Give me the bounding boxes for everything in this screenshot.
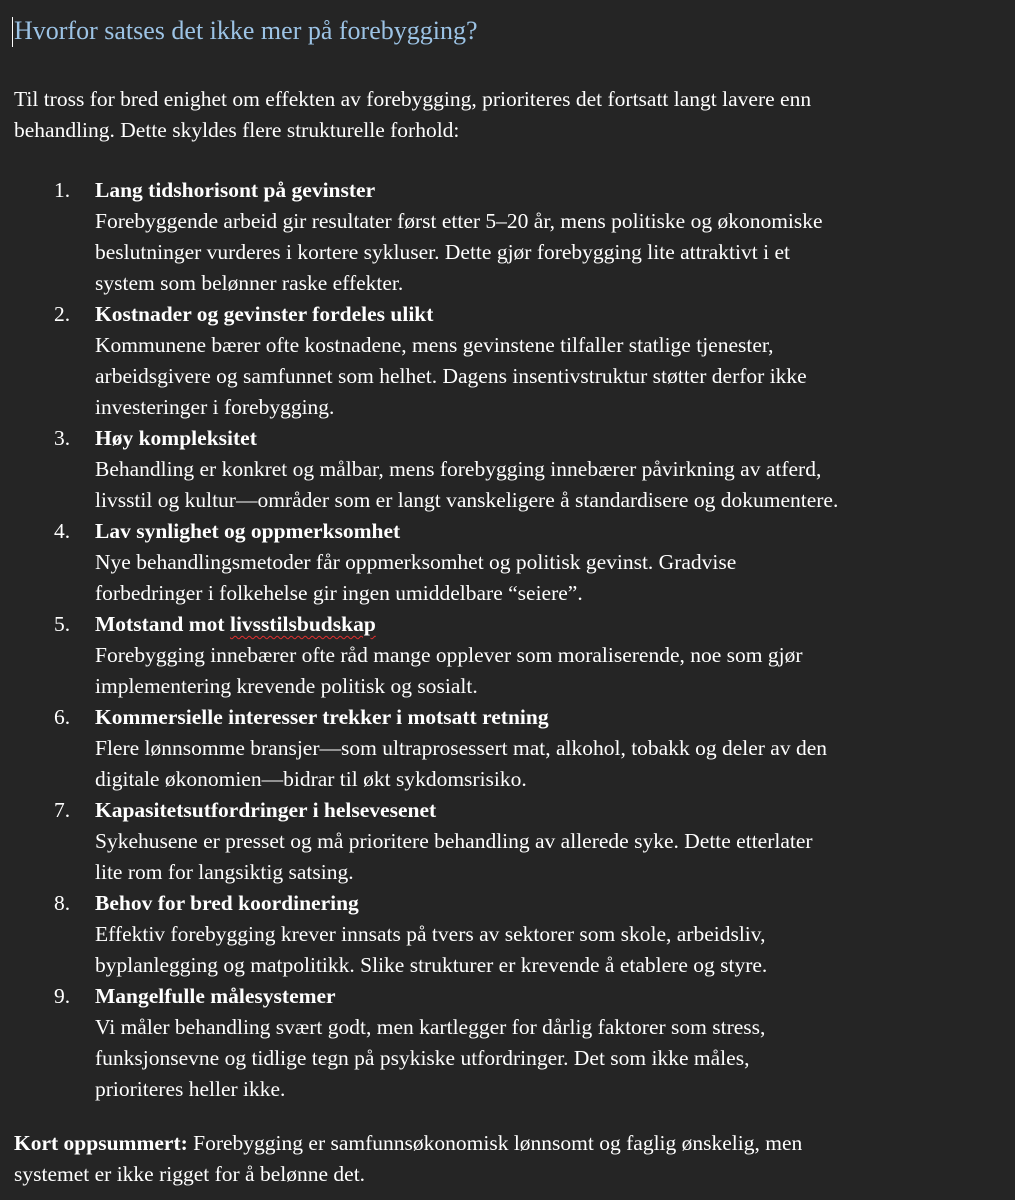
list-item (0, 175, 1015, 299)
item-text-line: byplanlegging og matpolitikk. Slike strukturer er krevende å etablere og styre. (95, 953, 768, 977)
page-title: Hvorfor satses det ikke mer på forebygging? (14, 16, 478, 45)
intro-line: Til tross for bred enighet om effekten av forebygging, prioriteres det fortsatt langt lavere enn (14, 87, 812, 111)
item-title: Kostnader og gevinster fordeles ulikt (95, 302, 434, 326)
list-item (0, 609, 1015, 702)
item-number: 1. (54, 178, 71, 202)
reasons-list (0, 175, 1015, 1105)
item-text-line: Sykehusene er presset og må prioritere behandling av allerede syke. Dette etterlater (95, 829, 813, 853)
text-cursor (12, 17, 13, 47)
item-number: 7. (54, 798, 71, 822)
list-item (0, 795, 1015, 888)
item-text-line: funksjonsevne og tidlige tegn på psykiske utfordringer. Det som ikke måles, (95, 1046, 750, 1070)
item-title (95, 609, 1015, 640)
item-text-line: system som belønner raske effekter. (95, 271, 404, 295)
item-text-line: beslutninger vurderes i kortere sykluser. Dette gjør forebygging lite attraktivt i et (95, 240, 790, 264)
list-item (0, 888, 1015, 981)
item-text-line: Nye behandlingsmetoder får oppmerksomhet og politisk gevinst. Gradvise (95, 550, 737, 574)
item-number: 4. (54, 519, 71, 543)
intro-paragraph (14, 84, 1014, 146)
item-title: Kommersielle interesser trekker i motsatt retning (95, 705, 549, 729)
summary-paragraph (14, 1128, 1014, 1190)
item-text-line: lite rom for langsiktig satsing. (95, 860, 354, 884)
item-title: Lang tidshorisont på gevinster (95, 178, 376, 202)
item-text-line: Flere lønnsomme bransjer—som ultraprosessert mat, alkohol, tobakk og deler av den (95, 736, 828, 760)
spellcheck-flagged-word[interactable]: livsstilsbudskap (229, 612, 376, 636)
item-text-line: Behandling er konkret og målbar, mens forebygging innebærer påvirkning av atferd, (95, 457, 822, 481)
item-text-line: Kommunene bærer ofte kostnadene, mens gevinstene tilfaller statlige tjenester, (95, 333, 774, 357)
item-text-line: investeringer i forebygging. (95, 395, 335, 419)
item-text-line: Forebygging innebærer ofte råd mange opplever som moraliserende, noe som gjør (95, 643, 803, 667)
item-text-line: implementering krevende politisk og sosialt. (95, 674, 478, 698)
item-text-line: prioriteres heller ikke. (95, 1077, 286, 1101)
list-item (0, 516, 1015, 609)
list-item (0, 299, 1015, 423)
item-number: 5. (54, 612, 71, 636)
summary-text: systemet er ikke rigget for å belønne det. (14, 1162, 366, 1186)
list-item (0, 981, 1015, 1105)
item-text-line: arbeidsgivere og samfunnet som helhet. Dagens insentivstruktur støtter derfor ikke (95, 364, 807, 388)
item-number: 9. (54, 984, 71, 1008)
item-number: 8. (54, 891, 71, 915)
item-text-line: Vi måler behandling svært godt, men kartlegger for dårlig faktorer som stress, (95, 1015, 766, 1039)
item-title: Høy kompleksitet (95, 426, 257, 450)
item-number: 3. (54, 426, 71, 450)
item-title: Kapasitetsutfordringer i helsevesenet (95, 798, 437, 822)
item-title: Mangelfulle målesystemer (95, 984, 336, 1008)
item-text-line: forbedringer i folkehelse gir ingen umiddelbare “seiere”. (95, 581, 583, 605)
list-item (0, 423, 1015, 516)
list-item (0, 702, 1015, 795)
item-text-line: Effektiv forebygging krever innsats på tvers av sektorer som skole, arbeidsliv, (95, 922, 766, 946)
item-text-line: digitale økonomien—bidrar til økt sykdomsrisiko. (95, 767, 527, 791)
item-text-line: Forebyggende arbeid gir resultater først etter 5–20 år, mens politiske og økonomiske (95, 209, 823, 233)
item-number: 6. (54, 705, 71, 729)
item-title-prefix: Motstand mot (95, 612, 230, 636)
item-title: Behov for bred koordinering (95, 891, 359, 915)
item-text-line: livsstil og kultur—områder som er langt vanskeligere å standardisere og dokumentere. (95, 488, 839, 512)
summary-label: Kort oppsummert: (14, 1131, 188, 1155)
item-number: 2. (54, 302, 71, 326)
intro-line: behandling. Dette skyldes flere strukturelle forhold: (14, 118, 460, 142)
summary-text: Forebygging er samfunnsøkonomisk lønnsomt og faglig ønskelig, men (187, 1131, 803, 1155)
item-title: Lav synlighet og oppmerksomhet (95, 519, 401, 543)
